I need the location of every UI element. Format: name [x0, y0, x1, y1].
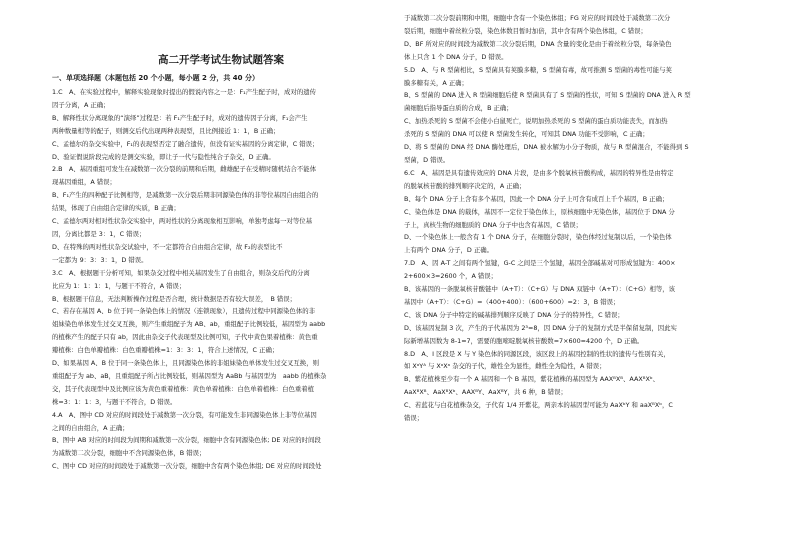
answer-text-line: 两种数量相等的配子，则测交后代出现两种表现型，且比例接近 1：1，B 正确；: [52, 126, 280, 135]
answer-text-line: 2+600×3=2600 个，A 错误；: [404, 272, 498, 281]
answer-text-line: C、该 DNA 分子中特定的碱基排列顺序反映了 DNA 分子的特异性，C 错误；: [404, 310, 624, 319]
answer-text-line: B、根据题干信息，无法判断操作过程是否合理，统计数据是否有较大误差， B 错误；: [52, 294, 297, 303]
section-heading: 一、单项选择题（本题包括 20 个小题，每小题 2 分，共 40 分）: [52, 74, 259, 82]
answer-text-line: B、该基因的一条脱氧核苷酸链中（A+T）：（C+G）与 DNA 双链中（A+T）：（C+G）相等，该: [404, 285, 676, 294]
answer-text-line: 4.A A、图中 CD 对应的时间段处于减数第一次分裂，有可能发生非同源染色体上非等位基因: [52, 410, 317, 419]
answer-text-line: C、孟德尔的杂交实验中，F₁的表现型否定了融合遗传，但没有证实基因的分离定律，C 错误；: [52, 139, 319, 148]
answer-text-line: 之间的自由组合，A 正确；: [52, 423, 129, 432]
answer-text-line: C、图中 CD 对应的时间段处于减数第一次分裂，细胞中含有两个染色体组; DE 对应的时间段处: [52, 462, 322, 471]
right-column-body: [404, 12, 749, 425]
answer-text-line: 重组配子为 ab、aB，且重组配子所占比例较低，则基因型为 AaBb 与基因型为 aabb 的植株杂: [52, 371, 327, 380]
left-column-body: [52, 86, 390, 473]
answer-text-line: 如 XᵃYᴬ 与 XᵃXᵃ 杂交的子代，雄性全为显性，雌性全为隐性，A 错误；: [404, 362, 606, 371]
answer-text-line: B、F₁产生的四种配子比例相等，是减数第一次分裂后期非同源染色体的非等位基因自由组合的: [52, 191, 319, 200]
answer-text-line: 的脱氧核苷酸的排列顺序决定的，A 正确；: [404, 181, 526, 190]
answer-text-line: D、验证假说阶段完成的是测交实验，即让子一代与隐性纯合子杂交，D 正确。: [52, 152, 275, 161]
answer-text-line: C、孟德尔两对相对性状杂交实验中，两对性状的分离现象相互影响，单独考虑每一对等位基: [52, 217, 313, 226]
answer-text-line: B、S 型菌的 DNA 进入 R 型菌细胞后使 R 型菌具有了 S 型菌的性状，可知 S 型菌的 DNA 进入 R 型: [404, 91, 691, 100]
answer-text-line: 子上，真核生物的细胞质的 DNA 分子中也含有基因，C 错误；: [404, 220, 583, 229]
answer-text-line: 姐妹染色单体发生过交叉互换，则产生重组配子为 AB、ab，重组配子比例较低，基因型为 aabb: [52, 320, 326, 329]
answer-text-line: 错误；: [404, 414, 424, 423]
answer-text-line: 3.C A、根据题干分析可知，如果杂交过程中相关基因发生了自由组合，则杂交后代的分离: [52, 268, 310, 277]
answer-text-line: 上有两个 DNA 分子，D 正确。: [404, 246, 493, 255]
answer-text-line: 体上只含 1 个 DNA 分子，D 错误。: [404, 52, 508, 61]
answer-text-line: 株=3：1：1：3，与题干不符合，D 错误。: [52, 397, 177, 406]
answer-text-line: 比应为 1：1：1：1，与题干不符合，A 错误；: [52, 281, 186, 290]
left-column: [52, 12, 390, 473]
answer-text-line: AaXᴮXᴮ、AaXᴮXᵇ、AAXᴮY、AaXᴮY，共 6 种，B 错误；: [404, 388, 567, 397]
answer-text-line: 膜多糖有关，A 正确；: [404, 78, 468, 87]
answer-text-line: 交，其子代表现型中及比例应该为黄色重着植株：黄色单着植株：白色单着植株：白色重着植: [52, 384, 315, 393]
answer-text-line: D、该基因复制 3 次，产生的子代基因为 2³=8，因 DNA 分子的复制方式是半保留复制，因此实: [404, 323, 677, 332]
answer-text-line: D、在特殊的两对性状杂交试验中，不一定都符合自由组合定律，故 F₂的表型比不: [52, 242, 283, 251]
answer-text-line: D、如果基因 A、B 位于同一条染色体上，且同源染色体的非姐妹染色单体发生过交叉互换，则: [52, 359, 319, 368]
answer-text-line: C、若蓝花与白花植株杂交，子代有 1/4 开紫花，两亲本的基因型可能为 AaXᵇY 和 aaXᴮXᵇ，C: [404, 401, 673, 410]
answer-text-line: 型菌，D 错误。: [404, 155, 450, 164]
answer-text-line: 1.C A、在实验过程中，解释实验现象时提出的假说内容之一是：F₁产生配子时，成对的遗传: [52, 88, 317, 96]
right-column: [404, 12, 749, 425]
document-title: 高二开学考试生物试题答案: [158, 54, 284, 66]
answer-text-line: C、染色体是 DNA 的载体，基因不一定位于染色体上，原核细胞中无染色体，基因位于 DNA 分: [404, 207, 675, 216]
answer-text-line: 2.B A、基因重组可发生在减数第一次分裂的前期和后期，雌雄配子在受精时随机结合不能体: [52, 165, 317, 174]
answer-text-line: 的植株产生的配子只有 ab，因此由杂交子代表现型及比例可知，子代中黄色果着植株：黄色重: [52, 333, 318, 342]
answer-text-line: B、每个 DNA 分子上含有多个基因，因此一个 DNA 分子上可含有成百上千个基因，B 正确；: [404, 194, 669, 203]
answer-text-line: 瓣植株：白色单瓣植株：白色重瓣植株=1：3：3：1，符合上述情况，C 正确；: [52, 346, 279, 355]
answer-text-line: 结果，体现了自由组合定律的实质，B 正确；: [52, 204, 180, 213]
answer-text-line: 6.C A、基因是具有遗传效应的 DNA 片段，是由多个脱氧核苷酸构成，基因的特异性是由特定: [404, 168, 674, 177]
answer-text-line: 杀死的 S 型菌的 DNA 可以使 R 型菌发生转化，可知其 DNA 功能不受影响，C 正确；: [404, 130, 649, 139]
answer-text-line: 菌细胞后指导蛋白质的合成，B 正确；: [404, 104, 513, 113]
answer-text-line: B、图中 AB 对应的时间段为间期和减数第一次分裂，细胞中含有同源染色体; DE 对应的时间段: [52, 436, 321, 445]
answer-text-line: B、解释性状分离现象的“演绎”过程是：若 F₁产生配子时，成对的遗传因子分离，F₁会产生: [52, 113, 308, 122]
answer-text-line: 于减数第二次分裂前期和中期，细胞中含有一个染色体组；FG 对应的时间段处于减数第二次分: [404, 14, 671, 22]
answer-text-line: B、紫花植株至少有一个 A 基因和一个 B 基因，紫花植株的基因型为 AAXᴮXᴮ、AAXᴮXᵇ、: [404, 375, 660, 384]
answer-text-line: C、若存在基因 A、b 位于同一条染色体上的情况（连锁现象），且遗传过程中同源染色体的非: [52, 307, 315, 316]
answer-text-line: 现基因重组，A 错误；: [52, 178, 116, 187]
answer-text-line: C、加热杀死的 S 型菌不会使小白鼠死亡，说明加热杀死的 S 型菌的蛋白质功能丧失，而加热: [404, 117, 668, 126]
answer-text-line: 7.D A、因 A-T 之间有两个氢键，G-C 之间是三个氢键，基因全部碱基对可形成氢键为：400×: [404, 259, 676, 268]
answer-text-line: D、一个染色体上一般含有 1 个 DNA 分子，在细胞分裂时，染色体经过复制以后，一个染色体: [404, 233, 672, 242]
answer-text-line: 一定都为 9：3：3：1，D 错误。: [52, 255, 148, 264]
answer-text-line: D、BF 所对应的时间段为减数第二次分裂后期，DNA 含量的变化是由于着丝粒分裂，每条染色: [404, 39, 672, 48]
answer-text-line: 裂后期，细胞中着丝粒分裂，染色体数目暂时加倍，其中含有两个染色体组，C 错误；: [404, 26, 647, 35]
answer-text-line: 基因中（A+T）：（C+G）=（400+400）：（600+600）=2：3，B 错误；: [404, 297, 620, 306]
answer-text-line: 因，分离比都是 3：1，C 错误；: [52, 229, 146, 238]
answer-text-line: 因子分离，A 正确；: [52, 100, 110, 109]
answer-text-line: 8.D A、I 区段是 X 与 Y 染色体的同源区段，该区段上的基因控制的性状的遗传与性别有关，: [404, 349, 670, 358]
answer-text-line: D、将 S 型菌的 DNA 经 DNA 酶处理后，DNA 被水解为小分子物质，故与 R 型菌混合，不能得到 S: [404, 143, 689, 152]
answer-text-line: 5.D A、与 R 型菌相比，S 型菌具有荚膜多糖，S 型菌有毒，故可推测 S 型菌的毒性可能与荚: [404, 65, 672, 74]
answer-text-line: 际新增基因数为 8-1=7，需要的胞嘧啶脱氧核苷酸数=7×600=4200 个，D 正确。: [404, 336, 644, 345]
answer-text-line: 为减数第二次分裂，细胞中不含同源染色体，B 错误；: [52, 449, 206, 458]
